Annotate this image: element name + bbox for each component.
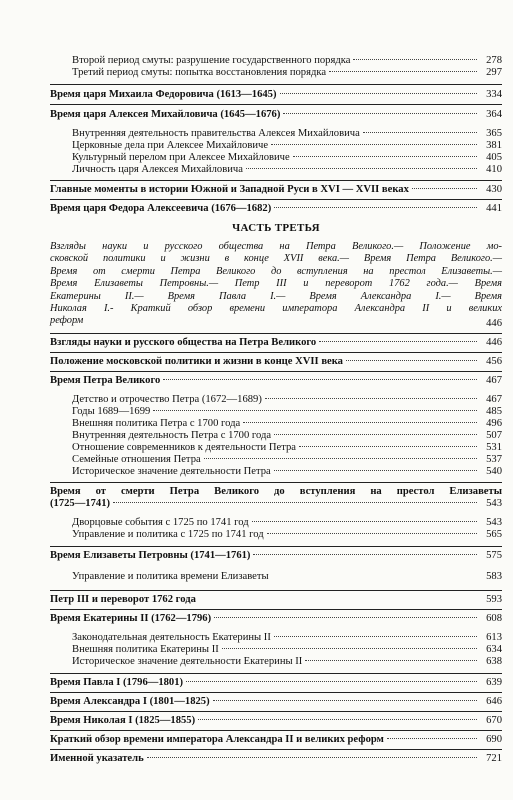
toc-entry[interactable] xyxy=(50,594,502,606)
toc-entry-page: 485 xyxy=(486,406,502,417)
dot-leader xyxy=(153,410,477,411)
toc-entry[interactable] xyxy=(72,164,502,176)
toc-entry-title: Церковные дела при Алексее Михайловиче xyxy=(72,140,269,151)
toc-entry[interactable] xyxy=(50,715,502,727)
toc-entry[interactable] xyxy=(72,430,502,442)
toc-entry-page: 507 xyxy=(486,430,502,441)
toc-entry-title: Третий период смуты: попытка восстановления порядка xyxy=(72,67,327,78)
section-divider xyxy=(50,371,502,372)
toc-entry-title: Внутренняя деятельность правительства Алексея Михайловича xyxy=(72,128,360,139)
toc-entry-title: Историческое значение деятельности Петра xyxy=(72,466,271,477)
toc-entry-title: Годы 1689—1699 xyxy=(72,406,151,417)
dot-leader xyxy=(293,156,477,157)
toc-entry[interactable] xyxy=(50,203,502,215)
section-divider xyxy=(50,104,502,105)
dot-leader xyxy=(246,168,477,169)
part-summary-line: Николая I.- Краткий обзор времени императора Александра II и великих xyxy=(50,303,502,315)
toc-entry[interactable] xyxy=(72,406,502,418)
toc-entry-page: 381 xyxy=(486,140,502,151)
dot-leader xyxy=(387,738,477,739)
toc-entry[interactable] xyxy=(50,375,502,387)
toc-entry-title: Взгляды науки и русского общества на Петра Великого xyxy=(50,337,317,348)
toc-entry[interactable] xyxy=(50,337,502,349)
toc-entry[interactable] xyxy=(50,486,502,510)
toc-entry-title: Время Николая I (1825—1855) xyxy=(50,715,196,726)
dot-leader xyxy=(346,360,477,361)
toc-entry-title: Время Екатерины II (1762—1796) xyxy=(50,613,212,624)
toc-entry-page: 540 xyxy=(486,466,502,477)
toc-entry-page: 646 xyxy=(486,696,502,707)
toc-entry[interactable] xyxy=(72,529,502,541)
dot-leader xyxy=(198,719,477,720)
toc-entry[interactable] xyxy=(72,418,502,430)
dot-leader xyxy=(412,188,477,189)
toc-entry-title: Внешняя политика Екатерины II xyxy=(72,644,219,655)
section-divider xyxy=(50,180,502,181)
dot-leader xyxy=(253,554,477,555)
toc-entry[interactable] xyxy=(72,152,502,164)
toc-entry-page: 543 xyxy=(486,498,502,509)
toc-entry[interactable] xyxy=(72,632,502,644)
toc-entry[interactable] xyxy=(50,89,502,101)
part-summary xyxy=(50,241,502,328)
toc-entry[interactable] xyxy=(72,571,502,583)
section-divider xyxy=(50,730,502,731)
toc-entry[interactable] xyxy=(72,644,502,656)
toc-entry-page: 634 xyxy=(486,644,502,655)
toc-entry-title: Историческое значение деятельности Екатерины II xyxy=(72,656,303,667)
dot-leader xyxy=(265,398,477,399)
toc-entry[interactable] xyxy=(50,184,502,196)
toc-entry[interactable] xyxy=(72,55,502,67)
toc-entry[interactable] xyxy=(72,442,502,454)
toc-entry[interactable] xyxy=(72,394,502,406)
dot-leader xyxy=(274,207,477,208)
toc-entry-page: 446 xyxy=(486,337,502,348)
toc-entry[interactable] xyxy=(50,109,502,121)
toc-entry-page: 670 xyxy=(486,715,502,726)
toc-entry[interactable] xyxy=(50,550,502,562)
toc-entry-title: Внешняя политика Петра с 1700 года xyxy=(72,418,241,429)
section-divider xyxy=(50,590,502,591)
toc-entry-page: 593 xyxy=(486,594,502,605)
toc-entry[interactable] xyxy=(50,696,502,708)
toc-entry-page: 537 xyxy=(486,454,502,465)
toc-entry-page: 467 xyxy=(486,394,502,405)
toc-entry-page: 496 xyxy=(486,418,502,429)
toc-entry[interactable] xyxy=(72,466,502,478)
toc-entry[interactable] xyxy=(50,356,502,368)
section-divider xyxy=(50,333,502,334)
toc-entry-page: 456 xyxy=(486,356,502,367)
toc-entry-page: 639 xyxy=(486,677,502,688)
dot-leader xyxy=(113,502,477,503)
dot-leader xyxy=(186,681,477,682)
toc-entry-page: 575 xyxy=(486,550,502,561)
toc-entry-title: Именной указатель xyxy=(50,753,144,764)
toc-entry-title: Управление и политика времени Елизаветы xyxy=(72,571,269,582)
toc-entry-title: Главные моменты в истории Южной и Западной Руси в XVI — XVII веках xyxy=(50,184,409,195)
toc-entry-page: 365 xyxy=(486,128,502,139)
toc-entry-title-cont: (1725—1741) xyxy=(50,498,111,509)
section-divider xyxy=(50,609,502,610)
section-divider xyxy=(50,84,502,85)
toc-entry-title: Второй период смуты: разрушение государственного порядка xyxy=(72,55,351,66)
toc-entry-title: Положение московской политики и жизни в конце XVII века xyxy=(50,356,343,367)
section-divider xyxy=(50,711,502,712)
toc-entry-page: 613 xyxy=(486,632,502,643)
dot-leader xyxy=(204,458,477,459)
dot-leader xyxy=(363,132,477,133)
section-divider xyxy=(50,546,502,547)
toc-entry-title: Личность царя Алексея Михайловича xyxy=(72,164,243,175)
part-summary-line: Взгляды науки и русского общества на Петра Великого.— Положение мо- xyxy=(50,241,502,252)
toc-entry[interactable] xyxy=(72,140,502,152)
toc-entry-title: Петр III и переворот 1762 года xyxy=(50,594,196,605)
toc-entry-page: 467 xyxy=(486,375,502,386)
section-divider xyxy=(50,482,502,483)
dot-leader xyxy=(274,636,477,637)
toc-entry[interactable] xyxy=(72,454,502,466)
toc-entry-title: Отношение современников к деятельности Петра xyxy=(72,442,296,453)
toc-entry-page: 334 xyxy=(486,89,502,100)
part-summary-line: Время Елизаветы Петровны.— Петр III и переворот 1762 года.— Время xyxy=(50,278,502,290)
toc-entry[interactable] xyxy=(50,613,502,625)
toc-entry-title: Время царя Михаила Федоровича (1613—1645) xyxy=(50,89,277,100)
dot-leader xyxy=(214,617,477,618)
part-summary-page: 446 xyxy=(486,318,502,329)
section-divider xyxy=(50,673,502,674)
dot-leader xyxy=(305,660,477,661)
section-divider xyxy=(50,692,502,693)
toc-entry-page: 608 xyxy=(486,613,502,624)
toc-entry[interactable] xyxy=(50,734,502,746)
dot-leader xyxy=(319,341,477,342)
toc-entry-title: Управление и политика с 1725 по 1741 год xyxy=(72,529,264,540)
dot-leader xyxy=(272,575,477,576)
toc-entry-page: 364 xyxy=(486,109,502,120)
part-summary-line: сковской политики и жизни в конце XVII века.— Время Петра Великого.— xyxy=(50,253,502,265)
part-summary-line: Время от смерти Петра Великого до вступления на престол Елизаветы.— xyxy=(50,265,502,277)
toc-entry-title: Время Павла I (1796—1801) xyxy=(50,677,184,688)
toc-entry-title: Время Елизаветы Петровны (1741—1761) xyxy=(50,550,251,561)
section-divider xyxy=(50,352,502,353)
dot-leader xyxy=(329,71,477,72)
toc-entry[interactable] xyxy=(72,517,502,529)
dot-leader xyxy=(147,757,477,758)
dot-leader xyxy=(243,422,477,423)
toc-entry-title: Краткий обзор времени императора Александра II и великих реформ xyxy=(50,734,384,745)
toc-entry-title: Время от смерти Петра Великого до вступления на престол Елизаветы xyxy=(50,486,502,497)
toc-entry[interactable] xyxy=(50,677,502,689)
toc-entry-page: 543 xyxy=(486,517,502,528)
dot-leader xyxy=(274,434,477,435)
toc-entry-page: 531 xyxy=(486,442,502,453)
toc-entry-title: Культурный перелом при Алексее Михайловиче xyxy=(72,152,290,163)
toc-entry-title: Внутренняя деятельность Петра с 1700 года xyxy=(72,430,272,441)
toc-entry-page: 638 xyxy=(486,656,502,667)
part-summary-line: Екатерины II.— Время Павла I.— Время Александра I.— Время xyxy=(50,290,502,302)
toc-entry-page: 297 xyxy=(486,67,502,78)
toc-entry-page: 690 xyxy=(486,734,502,745)
dot-leader xyxy=(274,470,477,471)
part-summary-line: реформ xyxy=(50,315,84,327)
dot-leader xyxy=(213,700,477,701)
toc-entry-page: 410 xyxy=(486,164,502,175)
toc-entry-page: 583 xyxy=(486,571,502,582)
toc-entry[interactable] xyxy=(72,128,502,140)
toc-entry-title: Детство и отрочество Петра (1672—1689) xyxy=(72,394,262,405)
section-divider xyxy=(50,199,502,200)
part-title: ЧАСТЬ ТРЕТЬЯ xyxy=(232,222,320,234)
toc-entry-title: Время царя Алексея Михайловича (1645—1676) xyxy=(50,109,281,120)
toc-entry-page: 405 xyxy=(486,152,502,163)
toc-entry-page: 721 xyxy=(486,753,502,764)
toc-entry-page: 430 xyxy=(486,184,502,195)
toc-entry[interactable] xyxy=(72,656,502,668)
toc-entry-page: 565 xyxy=(486,529,502,540)
dot-leader xyxy=(280,93,478,94)
dot-leader xyxy=(353,59,477,60)
dot-leader xyxy=(283,113,477,114)
toc-entry-page: 441 xyxy=(486,203,502,214)
toc-entry-title: Время Петра Великого xyxy=(50,375,161,386)
toc-entry-title: Время царя Федора Алексеевича (1676—1682) xyxy=(50,203,272,214)
dot-leader xyxy=(271,144,477,145)
toc-entry[interactable] xyxy=(50,753,502,765)
toc-entry[interactable] xyxy=(72,67,502,79)
toc-entry-title: Семейные отношения Петра xyxy=(72,454,201,465)
section-divider xyxy=(50,749,502,750)
toc-entry-title: Дворцовые события с 1725 по 1741 год xyxy=(72,517,249,528)
dot-leader xyxy=(267,533,477,534)
toc-entry-page: 278 xyxy=(486,55,502,66)
dot-leader xyxy=(299,446,477,447)
dot-leader xyxy=(163,379,477,380)
dot-leader xyxy=(252,521,477,522)
dot-leader xyxy=(199,598,477,599)
toc-entry-title: Время Александра I (1801—1825) xyxy=(50,696,210,707)
dot-leader xyxy=(222,648,477,649)
toc-entry-title: Законодательная деятельность Екатерины II xyxy=(72,632,271,643)
